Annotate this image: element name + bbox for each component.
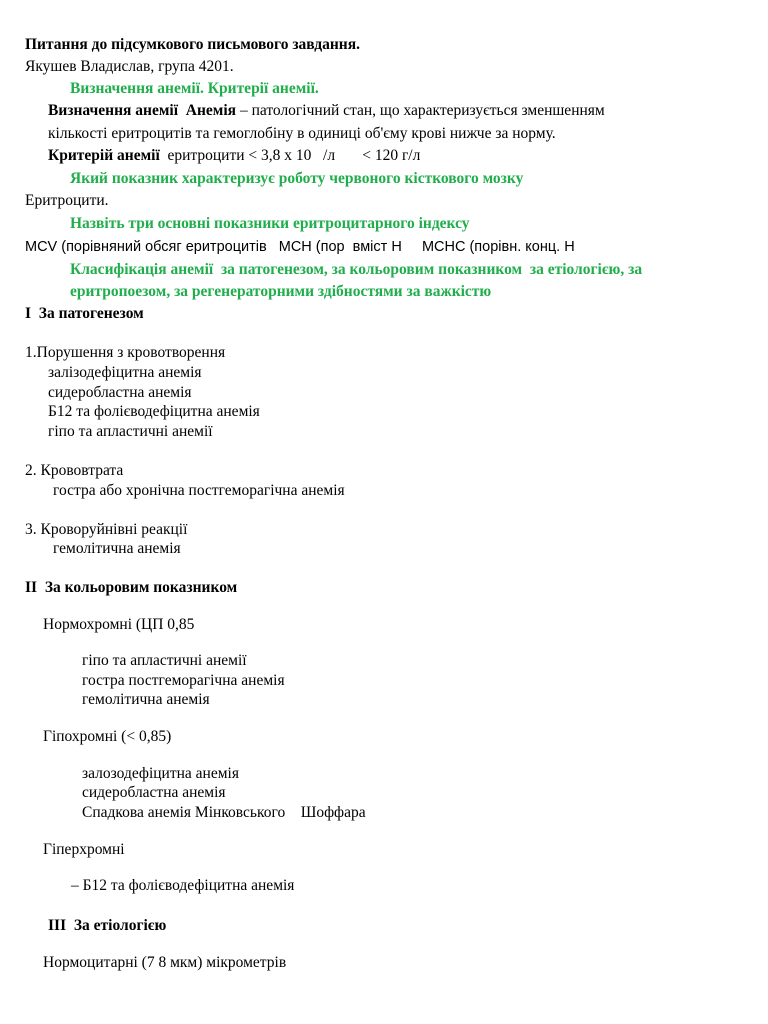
section-1-title: I За патогенезом [25,305,144,322]
list-item: сидеробластна анемія [48,384,192,401]
definition-text: – патологічний стан, що характеризується зменшенням [236,102,605,119]
definition-text-continued: кількості еритроцитів та гемоглобіну в одиниці об'єму крові нижче за норму. [48,125,556,142]
normocytic-line: Нормоцитарні (7 8 мкм) мікрометрів [43,954,287,971]
author-line: Якушев Владислав, група 4201. [25,58,234,75]
hyperchromic-title: Гіперхромні [43,841,125,858]
group-1-title: 1.Порушення з кровотворення [25,344,226,361]
criteria-line [48,146,420,166]
definition-label: Визначення анемії [48,102,179,119]
group-2-title: 2. Крововтрата [25,462,124,479]
criteria-text: еритроцити < 3,8 х 10 /л < 120 г/л [167,147,421,164]
question-4-heading: Класифікація анемії за патогенезом, за кольоровим показником за етіологією, за [70,261,643,278]
list-item: залізодефіцитна анемія [48,364,202,381]
document-title: Питання до підсумкового письмового завдання. [25,36,360,53]
section-2-title: II За кольоровим показником [25,579,238,596]
definition-line [48,101,605,121]
list-item: гемолітична анемія [53,540,181,557]
hypochromic-title: Гіпохромні (< 0,85) [43,728,172,745]
question-4-heading-continued: еритропоезом, за регенераторними здібностями за важкістю [70,283,492,300]
section-3-title: III За етіологією [48,917,167,934]
question-1-heading: Визначення анемії. Критерії анемії. [70,80,319,97]
list-item: гіпо та апластичні анемії [48,423,213,440]
definition-term: Анемія [185,102,237,119]
question-3-answer: MCV (порівняний обсяг еритроцитів MCH (пор вміст H MCHC (порівн. конц. H [25,239,575,255]
question-2-answer: Еритроцити. [25,192,109,209]
list-item: сидеробластна анемія [82,784,226,801]
group-3-title: 3. Кроворуйнівні реакції [25,521,188,538]
question-2-heading: Який показник характеризує роботу червоного кісткового мозку [70,170,524,187]
list-item: гемолітична анемія [82,691,210,708]
list-item: гостра постгеморагічна анемія [82,672,285,689]
list-item: – Б12 та фолієводефіцитна анемія [71,877,295,894]
list-item: гіпо та апластичні анемії [82,652,247,669]
list-item: залозодефіцитна анемія [82,765,239,782]
list-item: Б12 та фолієводефіцитна анемія [48,403,260,420]
list-item: гостра або хронічна постгеморагічна анемія [53,482,345,499]
normochromic-title: Нормохромні (ЦП 0,85 [43,616,195,633]
question-3-heading: Назвіть три основні показники еритроцитарного індексу [70,215,470,232]
criteria-label: Критерій анемії [48,147,160,164]
list-item: Спадкова анемія Мінковського Шоффара [82,804,366,821]
